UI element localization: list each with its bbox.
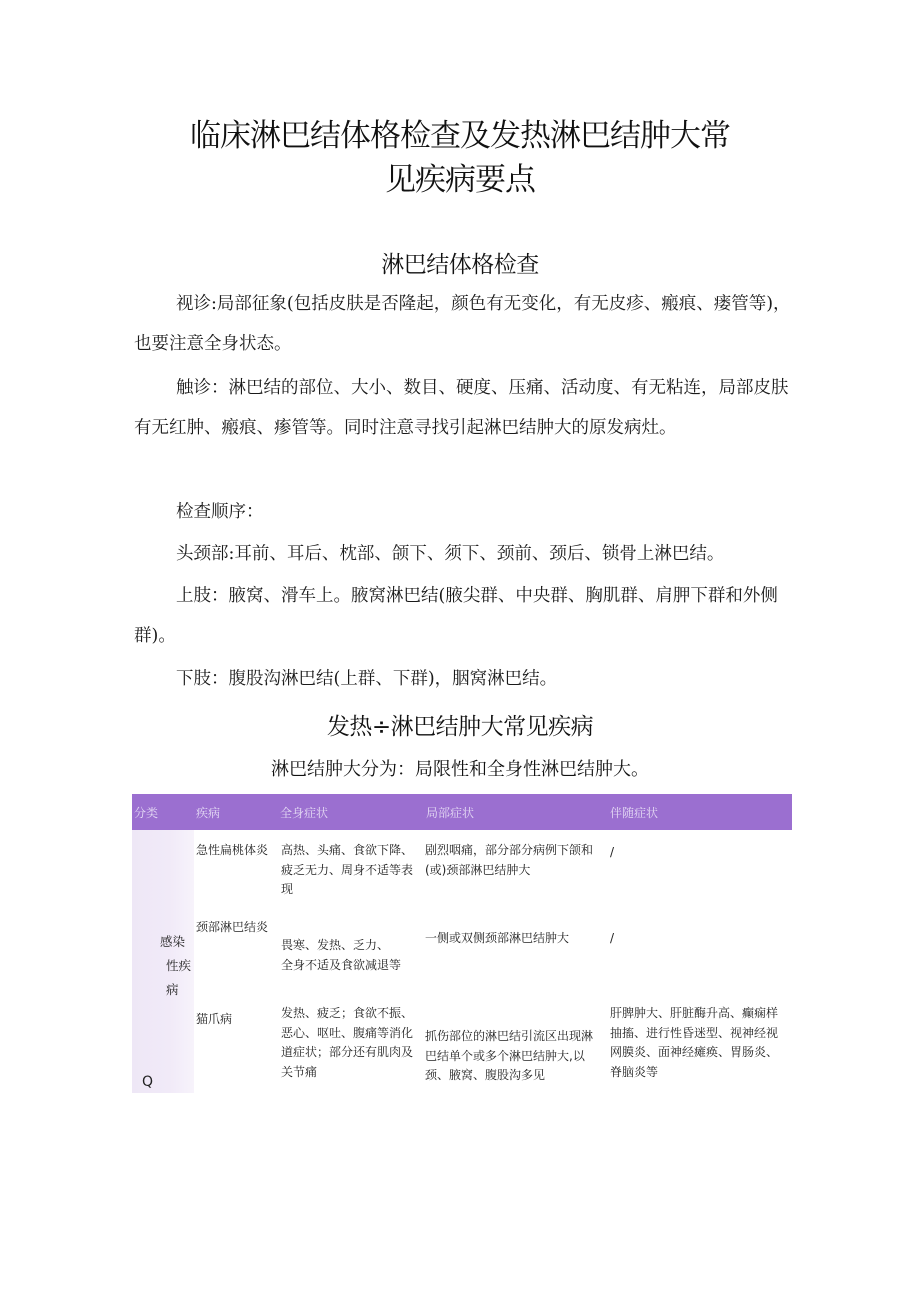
row2-systemic — [281, 936, 421, 975]
row1-accompany: / — [610, 845, 615, 859]
paragraph-head-neck: 头颈部:耳前、耳后、枕部、颌下、须下、颈前、颈后、锁骨上淋巴结。 — [176, 544, 725, 564]
category-label-1: 感染 — [160, 934, 186, 949]
header-local: 局部症状 — [426, 806, 475, 820]
row3-systemic — [281, 1004, 421, 1082]
paragraph-visual-inspection: 视诊:局部征象(包括皮肤是否隆起，颜色有无变化，有无皮疹、瘢痕、瘘管等)，也要注意全身状态。 — [134, 294, 791, 354]
row3-local-line: 颈、腋窝、腹股沟多见 — [425, 1068, 546, 1082]
row3-local-line: 巴结单个或多个淋巴结肿大,以 — [425, 1048, 585, 1063]
row3-systemic-line: 恶心、呕吐、腹痛等消化 — [281, 1025, 414, 1040]
row1-local-line: 剧烈咽痛，部分部分病例下颌和 — [425, 843, 594, 857]
header-disease: 疾病 — [196, 806, 221, 820]
corner-mark: Q — [142, 1074, 154, 1090]
row3-systemic-line: 发热、疲乏；食欲不振、 — [281, 1006, 414, 1020]
page-title-line-2: 见疾病要点 — [385, 162, 535, 198]
row3-local — [425, 1027, 607, 1086]
category-label-3: 病 — [166, 982, 179, 997]
row1-systemic — [281, 841, 421, 900]
row3-accompany — [610, 1004, 792, 1082]
paragraph-lower-limb: 下肢：腹股沟淋巴结(上群、下群)，胭窝淋巴结。 — [176, 669, 558, 689]
row1-systemic-line: 高热、头痛、食欲下降、 — [281, 843, 414, 857]
row2-accompany: / — [610, 931, 615, 945]
header-category: 分类 — [134, 806, 159, 820]
paragraph-upper-limb: 上肢：腋窝、滑车上。腋窝淋巴结(腋尖群、中央群、胸肌群、肩胛下群和外侧群)。 — [134, 586, 778, 646]
paragraph-exam-order: 检查顺序： — [176, 502, 264, 522]
section-heading-fever: 发热÷淋巴结肿大常见疾病 — [326, 714, 594, 740]
page-title-line-1: 临床淋巴结体格检查及发热淋巴结肿大常 — [190, 118, 730, 154]
section-heading-exam: 淋巴结体格检查 — [381, 252, 539, 278]
row1-local-line: (或)颈部淋巴结肿大 — [425, 862, 531, 877]
row1-systemic-line: 疲乏无力、周身不适等表 — [281, 862, 414, 877]
paragraph-palpation: 触诊：淋巴结的部位、大小、数目、硬度、压痛、活动度、有无粘连，局部皮肤有无红肿、瘢痕、瘆管等。同时注意寻找引起淋巴结肿大的原发病灶。 — [134, 378, 789, 438]
row1-local — [425, 841, 605, 880]
row1-disease: 急性扁桃体炎 — [196, 843, 269, 857]
row3-systemic-line: 关节痛 — [281, 1064, 318, 1079]
row3-accompany-line: 脊脑炎等 — [610, 1064, 659, 1079]
category-label-2: 性疾 — [166, 958, 192, 973]
row3-accompany-line: 抽搐、进行性昏迷型、视神经视 — [610, 1025, 779, 1040]
table-header-row — [132, 794, 792, 830]
row3-accompany-line: 肝脾肿大、肝脏酶升高、癫痫样 — [610, 1006, 779, 1020]
header-accompany: 伴随症状 — [610, 806, 659, 820]
row2-systemic-line: 全身不适及食欲减退等 — [281, 957, 402, 972]
row2-disease: 颈部淋巴结炎 — [196, 920, 269, 934]
row3-disease: 猫爪病 — [196, 1012, 233, 1026]
row3-accompany-line: 网膜炎、面神经瘫痪、胃肠炎、 — [610, 1045, 779, 1059]
row2-systemic-line: 畏寒、发热、乏力、 — [281, 938, 390, 952]
row2-local-line: 一侧或双侧颈部淋巴结肿大 — [425, 931, 570, 945]
row2-local — [425, 929, 605, 949]
row1-systemic-line: 现 — [281, 882, 294, 896]
header-systemic: 全身症状 — [280, 806, 329, 820]
row3-systemic-line: 道症状；部分还有肌肉及 — [281, 1045, 414, 1059]
row3-local-line: 抓伤部位的淋巴结引流区出现淋 — [425, 1029, 594, 1043]
intro-line: 淋巴结肿大分为：局限性和全身性淋巴结肿大。 — [271, 759, 649, 780]
